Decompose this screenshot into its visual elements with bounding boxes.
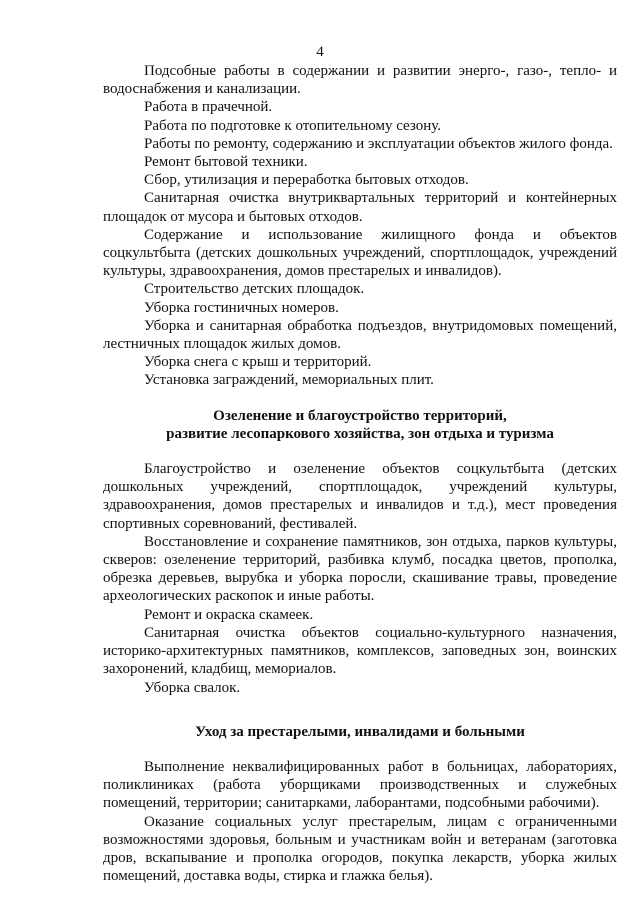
heading-line: Озеленение и благоустройство территорий, (213, 407, 507, 424)
section-heading-care (103, 723, 617, 741)
paragraph: Выполнение неквалифицированных работ в больницах, лабораториях, поликлиниках (работа уборщиками производственных и служебных помещений, территории; санитарками, лаборантами, подсобными рабочими). (103, 758, 617, 812)
paragraph: Сбор, утилизация и переработка бытовых отходов. (144, 172, 469, 189)
section-heading-landscaping (103, 407, 617, 443)
paragraph: Строительство детских площадок. (144, 281, 365, 298)
paragraph: Работа в прачечной. (144, 99, 273, 116)
paragraph: Благоустройство и озеленение объектов соцкультбыта (детских дошкольных учреждений, спортплощадок, учреждений культуры, здравоохранения, домов престарелых и инвалидов и т.д.), мест проведения спортивных соревнований, фестивалей. (103, 461, 617, 532)
heading-line: развитие лесопаркового хозяйства, зон отдыха и туризма (166, 425, 554, 442)
page-number: 4 (316, 44, 324, 60)
paragraph: Ремонт бытовой техники. (144, 154, 308, 171)
paragraph: Оказание социальных услуг престарелым, лицам с ограниченными возможностями здоровья, больным и участникам войн и ветеранам (заготовка дров, вскапывание и прополка огородов, покупка лекарств, уборка жилых помещений, доставка воды, стирка и глажка белья). (103, 813, 617, 885)
paragraph: Ремонт и окраска скамеек. (144, 606, 314, 623)
paragraph: Содержание и использование жилищного фонда и объектов соцкультбыта (детских дошкольных учреждений, спортплощадок, учреждений культуры, здравоохранения, домов престарелых и инвалидов). (103, 226, 617, 280)
heading-line: Уход за престарелыми, инвалидами и больными (195, 723, 525, 740)
paragraph: Санитарная очистка объектов социально-культурного назначения, историко-архитектурных памятников, комплексов, заповедных зон, воинских захоронений, кладбищ, мемориалов. (103, 624, 617, 678)
paragraph: Уборка свалок. (144, 679, 241, 696)
paragraph: Работы по ремонту, содержанию и эксплуатации объектов жилого фонда. (144, 135, 613, 152)
paragraph: Подсобные работы в содержании и развитии энерго-, газо-, тепло- и водоснабжения и канализации. (103, 63, 617, 98)
paragraph: Уборка снега с крыш и территорий. (144, 354, 372, 371)
paragraph: Уборка гостиничных номеров. (144, 299, 339, 316)
paragraph: Уборка и санитарная обработка подъездов, внутридомовых помещений, лестничных площадок жилых домов. (103, 317, 617, 353)
section-care (103, 758, 617, 885)
paragraph: Работа по подготовке к отопительному сезону. (144, 117, 441, 134)
section-housing-services (103, 62, 617, 390)
section-landscaping (103, 460, 617, 697)
paragraph: Восстановление и сохранение памятников, зон отдыха, парков культуры, скверов: озеленение территорий, разбивка клумб, посадка цветов, прополка, обрезка деревьев, вырубка и уборка поросли, скашивание травы, проведение археологических раскопок и иные работы. (103, 533, 617, 605)
paragraph: Установка заграждений, мемориальных плит. (144, 372, 434, 389)
document-body (103, 62, 617, 885)
paragraph: Санитарная очистка внутриквартальных территорий и контейнерных площадок от мусора и бытовых отходов. (103, 190, 617, 225)
